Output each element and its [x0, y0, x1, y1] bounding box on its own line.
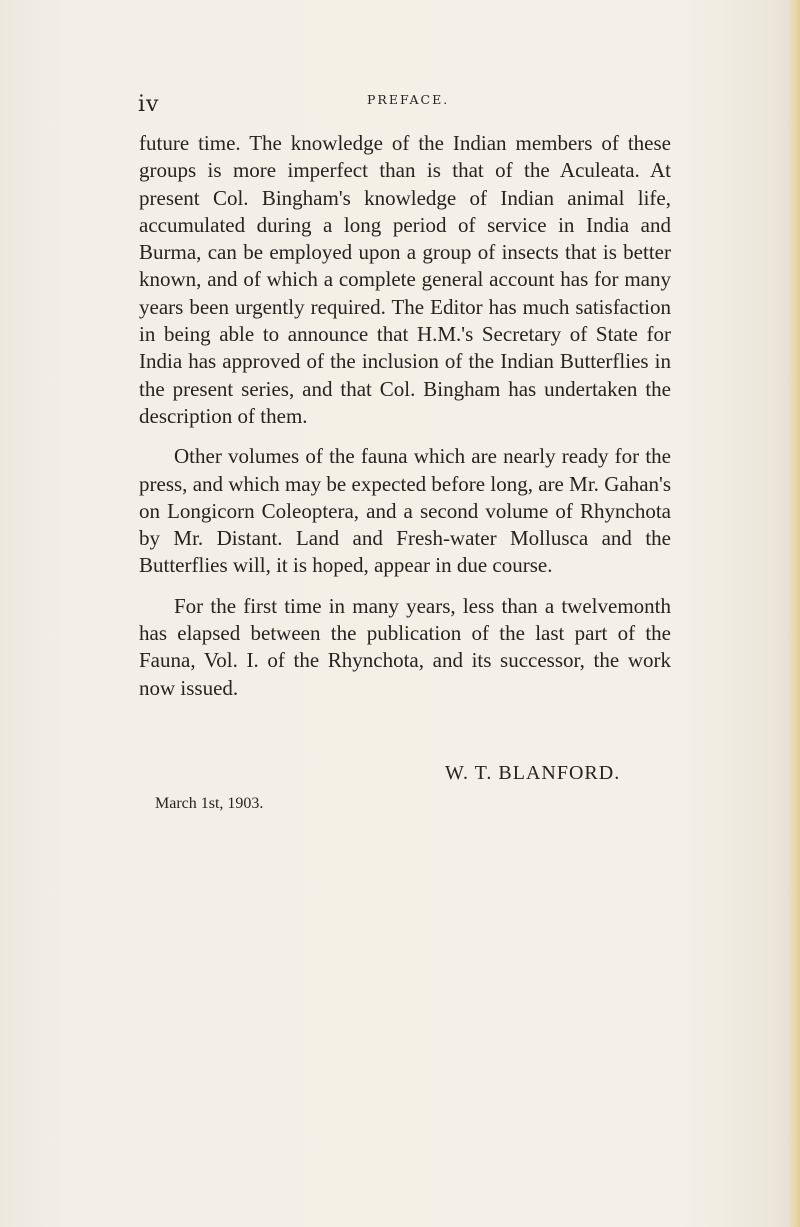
page-header	[138, 88, 680, 116]
paragraph-first-time: For the first time in many years, less than a twelvemonth has elapsed between the publication of the last part of the Fauna, Vol. I. of the Rhynchota, and its successor, the work now issued.	[139, 593, 671, 700]
paragraph-other-volumes: Other volumes of the fauna which are nearly ready for the press, and which may be expected before long, are Mr. Gahan's on Longicorn Coleoptera, and a second volume of Rhynchota by Mr. Distant. Land and Fresh-water Mollusca and the Butterflies will, it is hoped, appear in due course.	[139, 444, 671, 578]
running-head: PREFACE.	[367, 92, 450, 107]
body-text	[139, 130, 671, 702]
preface-date: March 1st, 1903.	[155, 795, 264, 812]
author-signature: W. T. BLANFORD.	[445, 762, 621, 784]
paragraph-continuation: future time. The knowledge of the Indian members of these groups is more imperfect than is that of the Aculeata. At present Col. Bingham's knowledge of Indian animal life, accumulated during a long period of service in India and Burma, can be employed upon a group of insects that is better known, and of which a complete general account has for many years been urgently required. The Editor has much satisfaction in being able to announce that H.M.'s Secretary of State for India has approved of the inclusion of the Indian Butterflies in the present series, and that Col. Bingham has undertaken the description of them.	[139, 131, 671, 428]
page-number: iv	[138, 92, 160, 117]
page-edge-stain	[788, 0, 800, 1227]
